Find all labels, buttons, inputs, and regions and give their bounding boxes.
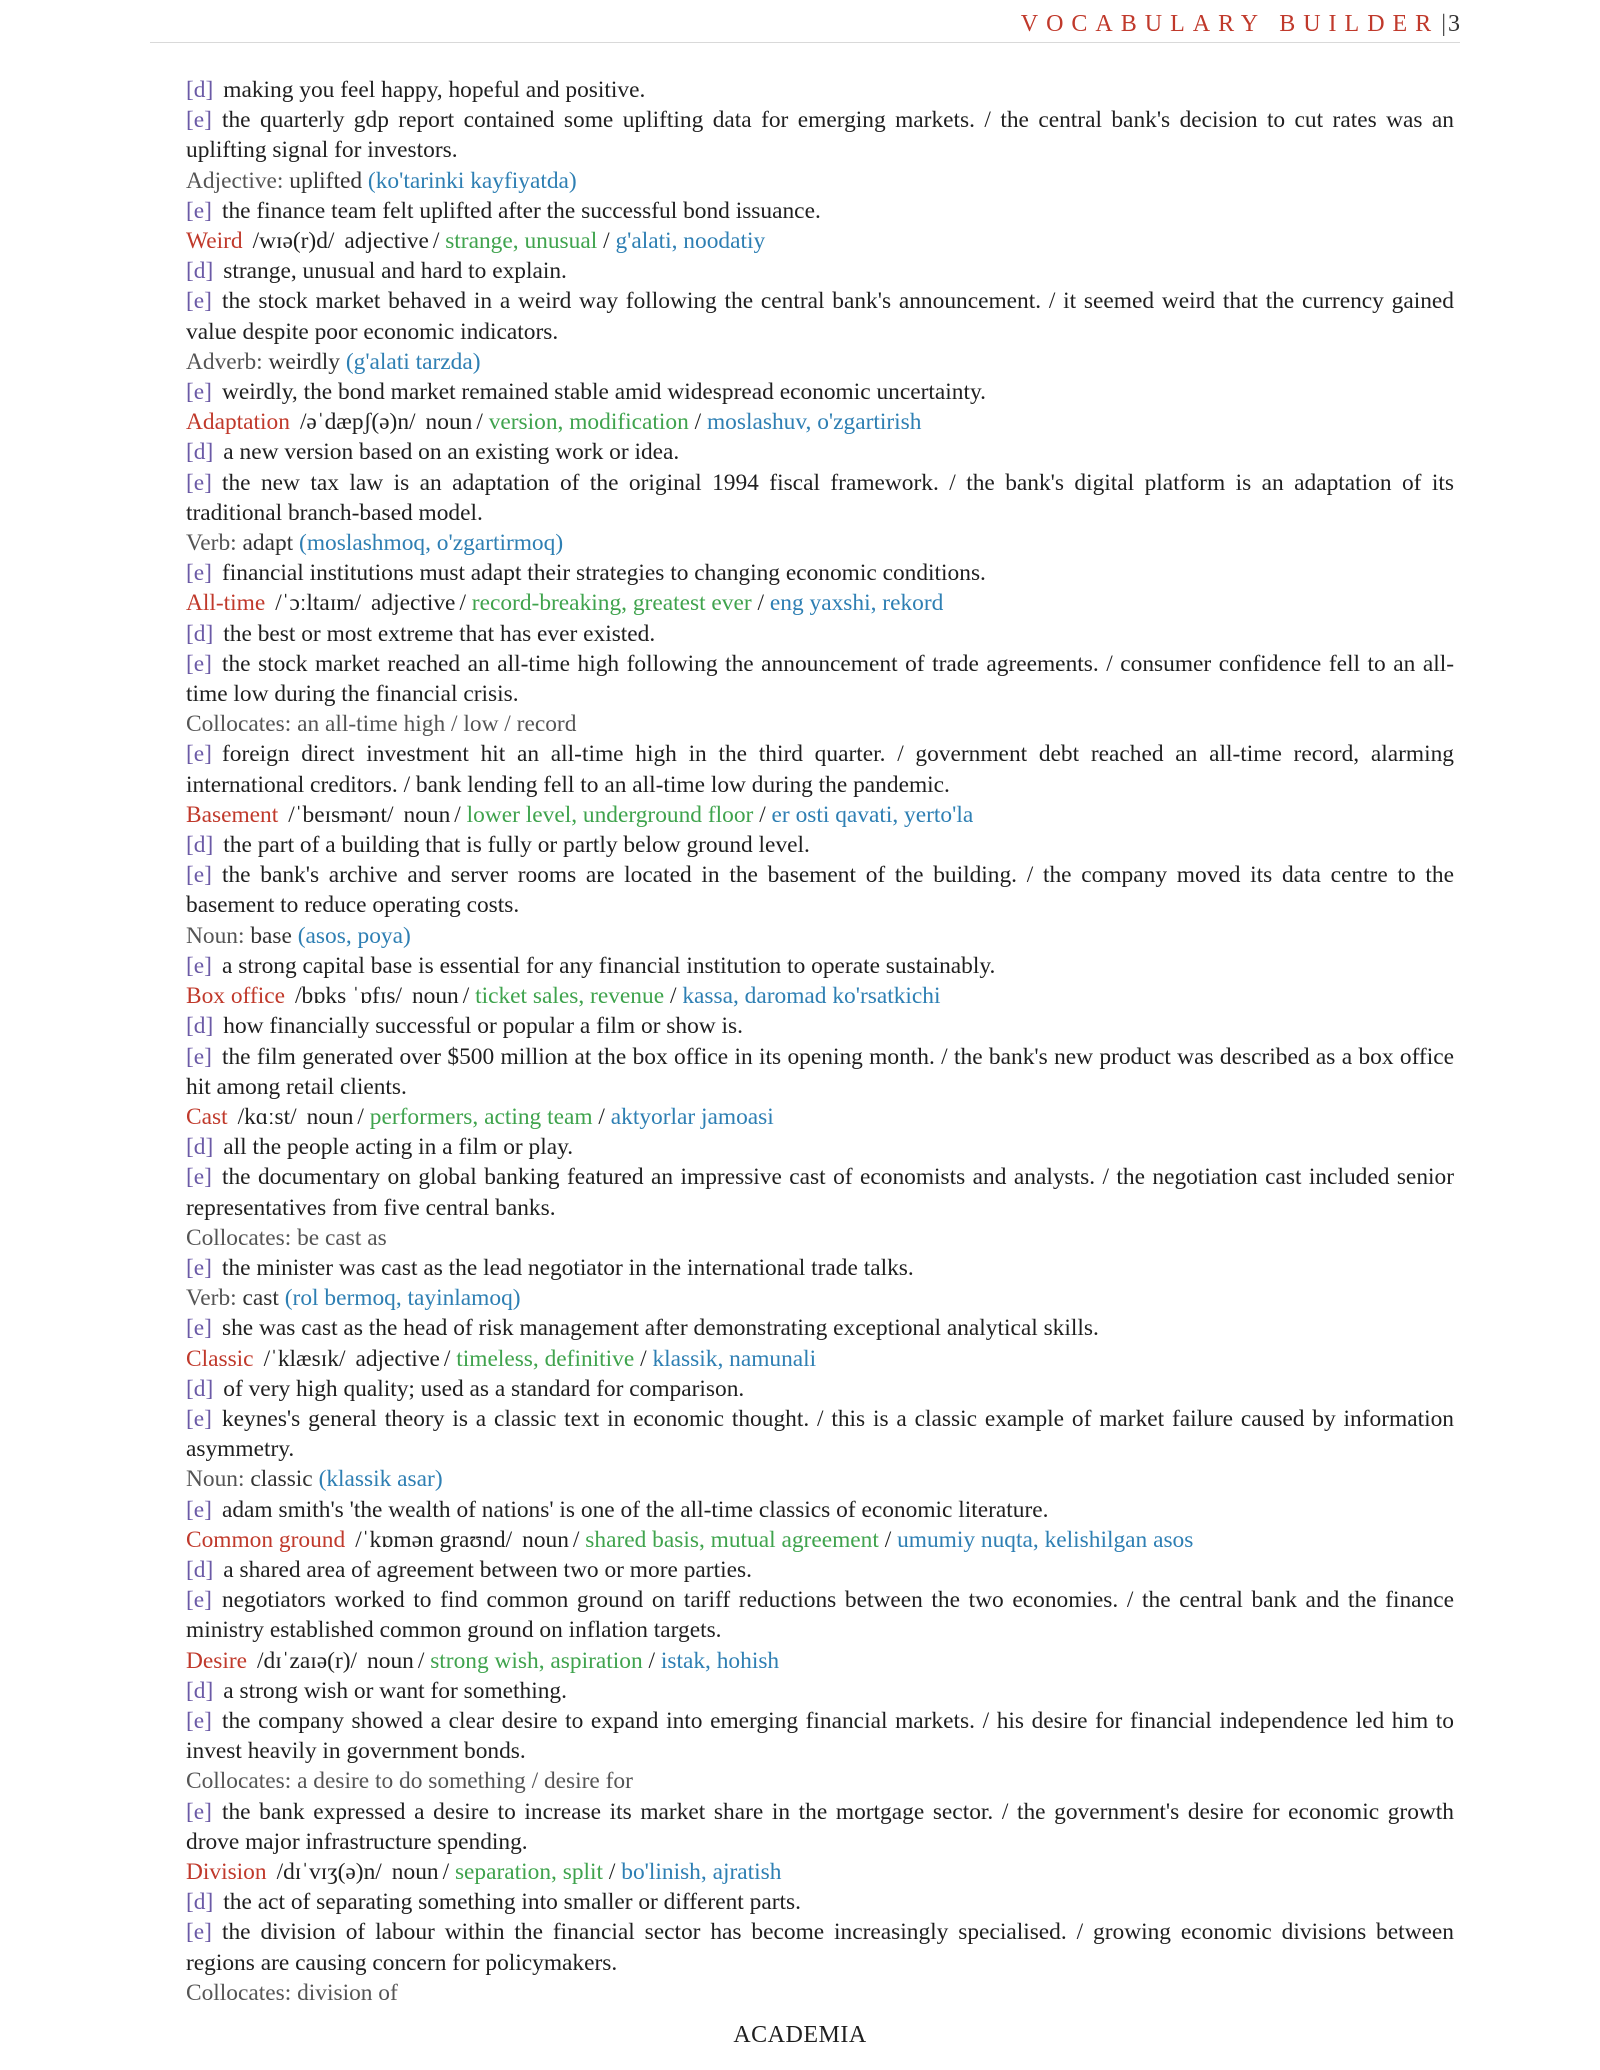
definition-line	[186, 1676, 1454, 1706]
slash-separator: /	[640, 1345, 647, 1372]
example-text: the company showed a clear desire to expand into emerging financial markets. / his desire for financial independence led him to invest heavily in government bonds.	[186, 1707, 1454, 1765]
definition-text: all the people acting in a film or play.	[223, 1134, 574, 1161]
entry-headword-line	[186, 588, 1454, 618]
example-text: the bank expressed a desire to increase its market share in the mortgage sector. / the government's desire for economic growth drove major infrastructure spending.	[186, 1798, 1454, 1855]
definition-text: of very high quality; used as a standard for comparison.	[223, 1375, 745, 1402]
translation: eng yaxshi, rekord	[769, 590, 944, 617]
example-text: adam smith's 'the wealth of nations' is one of the all-time classics of economic literature.	[221, 1496, 1049, 1523]
example-line	[186, 1404, 1454, 1464]
example-line	[186, 1313, 1454, 1343]
example-tag: [e]	[186, 952, 212, 979]
part-of-speech: adjective	[344, 228, 429, 255]
example-line	[186, 951, 1454, 981]
definition-line	[186, 1555, 1454, 1585]
slash-separator: /	[454, 801, 461, 828]
example-line	[186, 196, 1454, 226]
entry-headword-line	[186, 1646, 1454, 1676]
definition-text: making you feel happy, hopeful and positive.	[223, 77, 646, 103]
example-tag: [e]	[186, 379, 212, 406]
pronunciation: /ˈkɒmən graʊnd/	[355, 1526, 513, 1553]
definition-text: a new version based on an existing work or idea.	[223, 439, 680, 466]
definition-text: the best or most extreme that has ever existed.	[223, 620, 656, 647]
derivative-line	[186, 1464, 1454, 1494]
definition-line	[186, 1374, 1454, 1404]
example-line	[186, 286, 1454, 346]
entry-headword-line	[186, 226, 1454, 256]
part-of-speech: noun	[403, 801, 451, 828]
synonyms: separation, split	[454, 1858, 604, 1885]
example-text: weirdly, the bond market remained stable amid widespread economic uncertainty.	[221, 379, 987, 406]
synonyms: performers, acting team	[369, 1103, 593, 1130]
example-text: keynes's general theory is a classic text in economic thought. / this is a classic example of market failure caused by information asymmetry.	[186, 1405, 1454, 1463]
part-of-speech: noun	[367, 1647, 414, 1674]
example-tag: [e]	[186, 1043, 212, 1070]
definition-line	[186, 75, 1454, 105]
example-line	[186, 1917, 1454, 1977]
entry-headword-line	[186, 981, 1454, 1011]
derivative-translation: (klassik asar)	[318, 1466, 443, 1493]
slash-separator: /	[443, 1345, 451, 1372]
example-text: the film generated over $500 million at the box office in its opening month. / the bank's new product was described as a box office hit among retail clients.	[186, 1043, 1454, 1100]
example-text: the finance team felt uplifted after the successful bond issuance.	[221, 197, 821, 224]
pronunciation: /wɪə(r)d/	[252, 228, 335, 255]
example-tag: [e]	[186, 1164, 212, 1191]
slash-separator: /	[417, 1647, 425, 1674]
definition-line	[186, 619, 1454, 649]
synonyms: shared basis, mutual agreement	[585, 1526, 879, 1553]
synonyms: version, modification	[488, 409, 689, 436]
slash-separator: /	[476, 409, 483, 436]
example-line	[186, 377, 1454, 407]
slash-separator: /	[572, 1526, 580, 1553]
derivative-word: adapt	[242, 530, 294, 557]
example-text: the division of labour within the financial sector has become increasingly specialised. / growing economic divisions between regions are causing concern for policymakers.	[186, 1919, 1454, 1976]
example-tag: [e]	[186, 862, 212, 889]
pronunciation: /ˈbeɪsmənt/	[288, 801, 394, 828]
derivative-line	[186, 528, 1454, 558]
derivative-line	[186, 166, 1454, 196]
example-text: negotiators worked to find common ground on tariff reductions between the two economies. / the central bank and the finance ministry established common ground on inflation targets.	[186, 1587, 1454, 1644]
example-tag: [e]	[186, 1254, 212, 1281]
part-of-speech: adjective	[371, 590, 456, 617]
vocabulary-list	[186, 75, 1454, 2008]
definition-line	[186, 830, 1454, 860]
example-tag: [e]	[186, 197, 212, 224]
slash-separator: /	[669, 983, 677, 1010]
header-separator: |	[1441, 11, 1446, 37]
definition-tag: [d]	[186, 1677, 214, 1704]
derivative-translation: (moslashmoq, o'zgartirmoq)	[299, 530, 564, 557]
definition-tag: [d]	[186, 258, 214, 285]
headword: Classic	[186, 1345, 254, 1372]
definition-tag: [d]	[186, 832, 214, 859]
synonyms: record-breaking, greatest ever	[471, 590, 752, 617]
example-line	[186, 1495, 1454, 1525]
derivative-line	[186, 347, 1454, 377]
derivative-label: Noun:	[186, 922, 245, 949]
example-text: the bank's archive and server rooms are located in the basement of the building. / the company moved its data centre to the basement to reduce operating costs.	[186, 862, 1454, 919]
headword: Cast	[186, 1103, 228, 1130]
synonyms: lower level, underground floor	[466, 801, 754, 828]
translation: istak, hohish	[660, 1647, 780, 1674]
synonyms: strong wish, aspiration	[430, 1647, 643, 1674]
headword: Basement	[186, 801, 279, 828]
synonyms: timeless, definitive	[456, 1345, 635, 1372]
example-text: the quarterly gdp report contained some uplifting data for emerging markets. / the central bank's decision to cut rates was an uplifting signal for investors.	[186, 107, 1454, 164]
slash-separator: /	[442, 1858, 450, 1885]
translation: kassa, daromad ko'rsatkichi	[682, 983, 941, 1010]
example-line	[186, 558, 1454, 588]
entry-headword-line	[186, 800, 1454, 830]
synonyms: strange, unusual	[445, 228, 598, 255]
example-text: the documentary on global banking featured an impressive cast of economists and analysts. / the negotiation cast included senior representatives from five central banks.	[186, 1164, 1454, 1221]
definition-tag: [d]	[186, 1556, 214, 1583]
part-of-speech: noun	[391, 1858, 439, 1885]
definition-text: a strong wish or want for something.	[223, 1677, 567, 1704]
header-title: VOCABULARY BUILDER	[1020, 11, 1440, 37]
header-right	[1021, 10, 1460, 38]
part-of-speech: noun	[522, 1526, 569, 1553]
pronunciation: /kɑːst/	[237, 1103, 297, 1130]
part-of-speech: noun	[306, 1103, 354, 1130]
derivative-label: Verb:	[186, 1285, 237, 1312]
collocates-line: Collocates: an all-time high / low / record	[186, 711, 577, 738]
example-text: the minister was cast as the lead negotiator in the international trade talks.	[221, 1254, 914, 1281]
definition-line	[186, 1887, 1454, 1917]
definition-text: how financially successful or popular a film or show is.	[223, 1013, 743, 1040]
derivative-line	[186, 1283, 1454, 1313]
synonyms: ticket sales, revenue	[475, 983, 665, 1010]
example-line	[186, 1797, 1454, 1857]
pronunciation: /ˈklæsɪk/	[263, 1345, 346, 1372]
slash-separator: /	[459, 590, 466, 617]
pronunciation: /dɪˈzaɪə(r)/	[257, 1647, 358, 1674]
derivative-line	[186, 921, 1454, 951]
example-line	[186, 105, 1454, 165]
definition-text: the part of a building that is fully or partly below ground level.	[223, 832, 810, 859]
derivative-word: weirdly	[268, 348, 340, 375]
example-tag: [e]	[186, 741, 212, 768]
pronunciation: /əˈdæpʃ(ə)n/	[299, 409, 416, 436]
example-line	[186, 468, 1454, 528]
example-text: financial institutions must adapt their strategies to changing economic conditions.	[221, 560, 986, 587]
part-of-speech: noun	[425, 409, 473, 436]
page-header	[150, 10, 1460, 43]
example-text: she was cast as the head of risk management after demonstrating exceptional analytical skills.	[221, 1315, 1099, 1342]
derivative-translation: (ko'tarinki kayfiyatda)	[367, 167, 577, 194]
page-footer: ACADEMIA	[733, 2022, 867, 2048]
headword: Desire	[186, 1647, 248, 1674]
slash-separator: /	[432, 228, 440, 255]
entry-headword-line	[186, 1857, 1454, 1887]
derivative-word: uplifted	[289, 167, 363, 194]
translation: er osti qavati, yerto'la	[771, 801, 974, 828]
definition-tag: [d]	[186, 1889, 214, 1916]
translation: g'alati, noodatiy	[615, 228, 766, 255]
example-text: the new tax law is an adaptation of the original 1994 fiscal framework. / the bank's digital platform is an adaptation of its traditional branch-based model.	[186, 469, 1454, 526]
example-tag: [e]	[186, 1587, 212, 1614]
collocates-line: Collocates: be cast as	[186, 1224, 387, 1251]
definition-line	[186, 256, 1454, 286]
example-text: a strong capital base is essential for any financial institution to operate sustainably.	[221, 952, 996, 979]
example-line	[186, 649, 1454, 709]
headword: Weird	[186, 228, 243, 255]
headword: Common ground	[186, 1526, 346, 1553]
example-tag: [e]	[186, 1919, 212, 1946]
collocates-line: Collocates: division of	[186, 1979, 398, 2006]
example-line	[186, 860, 1454, 920]
definition-line	[186, 437, 1454, 467]
headword: Adaptation	[186, 409, 290, 436]
translation: bo'linish, ajratish	[621, 1858, 782, 1885]
example-text: the stock market behaved in a weird way following the central bank's announcement. / it seemed weird that the currency gained value despite poor economic indicators.	[186, 288, 1454, 345]
collocates-line: Collocates: a desire to do something / desire for	[186, 1768, 633, 1795]
example-tag: [e]	[186, 1707, 212, 1734]
definition-tag: [d]	[186, 1375, 214, 1402]
example-text: foreign direct investment hit an all-time high in the third quarter. / government debt reached an all-time record, alarming international creditors. / bank lending fell to an all-time low during the pandemic.	[186, 741, 1454, 798]
translation: klassik, namunali	[652, 1345, 817, 1372]
definition-tag: [d]	[186, 1013, 214, 1040]
entry-headword-line	[186, 1344, 1454, 1374]
headword: All-time	[186, 590, 266, 617]
part-of-speech: noun	[411, 983, 459, 1010]
example-tag: [e]	[186, 1496, 212, 1523]
translation: moslashuv, o'zgartirish	[706, 409, 922, 436]
headword: Box office	[186, 983, 285, 1010]
example-line	[186, 1162, 1454, 1222]
example-tag: [e]	[186, 288, 212, 315]
slash-separator: /	[462, 983, 470, 1010]
derivative-word: cast	[242, 1285, 279, 1312]
example-tag: [e]	[186, 107, 212, 134]
definition-tag: [d]	[186, 439, 214, 466]
translation: umumiy nuqta, kelishilgan asos	[897, 1526, 1194, 1553]
example-line	[186, 1253, 1454, 1283]
slash-separator: /	[357, 1103, 364, 1130]
entry-headword-line	[186, 1102, 1454, 1132]
entry-headword-line	[186, 407, 1454, 437]
slash-separator: /	[759, 801, 766, 828]
example-tag: [e]	[186, 1315, 212, 1342]
definition-text: the act of separating something into smaller or different parts.	[223, 1889, 801, 1916]
slash-separator: /	[603, 228, 610, 255]
definition-line	[186, 1132, 1454, 1162]
definition-tag: [d]	[186, 77, 214, 103]
slash-separator: /	[598, 1103, 605, 1130]
definition-tag: [d]	[186, 620, 214, 647]
derivative-label: Adjective:	[186, 167, 284, 194]
example-line	[186, 1585, 1454, 1645]
example-tag: [e]	[186, 1798, 212, 1825]
headword: Division	[186, 1858, 267, 1885]
slash-separator: /	[608, 1858, 616, 1885]
example-tag: [e]	[186, 650, 212, 677]
derivative-word: classic	[250, 1466, 313, 1493]
derivative-translation: (g'alati tarzda)	[345, 348, 481, 375]
page-number: 3	[1448, 11, 1460, 37]
derivative-label: Verb:	[186, 530, 237, 557]
slash-separator: /	[648, 1647, 655, 1674]
example-line	[186, 1706, 1454, 1766]
slash-separator: /	[757, 590, 765, 617]
example-line	[186, 739, 1454, 799]
definition-line	[186, 1011, 1454, 1041]
pronunciation: /dɪˈvɪʒ(ə)n/	[276, 1858, 382, 1885]
part-of-speech: adjective	[355, 1345, 440, 1372]
derivative-word: base	[250, 922, 292, 949]
translation: aktyorlar jamoasi	[610, 1103, 774, 1130]
pronunciation: /bɒks ˈɒfɪs/	[294, 983, 402, 1010]
derivative-label: Noun:	[186, 1466, 245, 1493]
derivative-translation: (asos, poya)	[297, 922, 411, 949]
example-tag: [e]	[186, 469, 212, 496]
example-tag: [e]	[186, 1405, 212, 1432]
slash-separator: /	[884, 1526, 892, 1553]
slash-separator: /	[694, 409, 702, 436]
entry-headword-line	[186, 1525, 1454, 1555]
example-line	[186, 1042, 1454, 1102]
example-tag: [e]	[186, 560, 212, 587]
derivative-label: Adverb:	[186, 348, 263, 375]
derivative-translation: (rol bermoq, tayinlamoq)	[284, 1285, 521, 1312]
definition-text: strange, unusual and hard to explain.	[223, 258, 567, 285]
definition-tag: [d]	[186, 1134, 214, 1161]
example-text: the stock market reached an all-time high following the announcement of trade agreements. / consumer confidence fell to an all-time low during the financial crisis.	[186, 650, 1454, 708]
definition-text: a shared area of agreement between two or more parties.	[223, 1556, 752, 1583]
pronunciation: /ˈɔːltaɪm/	[275, 590, 362, 617]
